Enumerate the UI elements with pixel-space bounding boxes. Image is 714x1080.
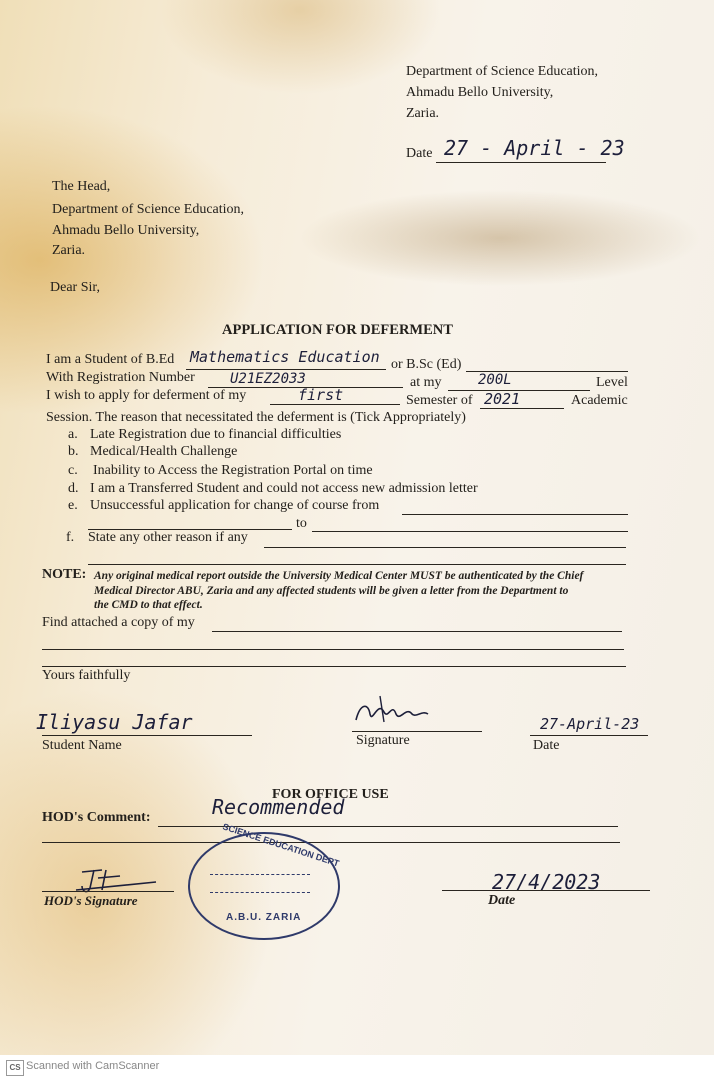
note-line-1: Any original medical report outside the University Medical Center MUST be authenticated by the Chief xyxy=(94,570,584,582)
hod-comment-label: HOD's Comment: xyxy=(42,810,151,825)
salutation: Dear Sir, xyxy=(50,280,100,295)
hod-signature-label: HOD's Signature xyxy=(44,893,138,908)
body-line-1a: I am a Student of B.Ed xyxy=(46,352,175,367)
reason-c-letter: c. xyxy=(68,463,78,478)
to-label: to xyxy=(296,516,307,531)
stamp-bottom-text: A.B.U. ZARIA xyxy=(226,912,302,923)
reason-a-text: Late Registration due to financial difficulties xyxy=(90,427,342,442)
recipient-line-1: The Head, xyxy=(52,179,111,194)
reason-a-letter: a. xyxy=(68,427,78,442)
body-line-2a: With Registration Number xyxy=(46,370,195,385)
sender-address-line-1: Department of Science Education, xyxy=(406,64,599,79)
date-caption-hod: Date xyxy=(488,893,516,908)
department-stamp xyxy=(188,821,341,940)
footer-text: Scanned with CamScanner xyxy=(26,1060,160,1072)
student-name-value: Iliyasu Jafar xyxy=(36,710,193,734)
hod-comment-value: Recommended xyxy=(212,795,345,819)
reason-e-text: Unsuccessful application for change of course from xyxy=(90,498,380,513)
student-date-value: 27-April-23 xyxy=(540,715,640,733)
reason-e-letter: e. xyxy=(68,498,78,513)
sender-address-line-3: Zaria. xyxy=(406,106,440,121)
scanner-footer xyxy=(0,1055,714,1080)
signature-label: Signature xyxy=(356,733,410,748)
reason-f-letter: f. xyxy=(66,530,75,545)
reason-d-letter: d. xyxy=(68,481,79,496)
recipient-line-2: Department of Science Education, xyxy=(52,202,245,217)
year-value: 2021 xyxy=(484,390,521,408)
date-value: 27 - April - 23 xyxy=(444,136,625,160)
body-line-1b: or B.Sc (Ed) xyxy=(391,357,462,372)
recipient-line-4: Zaria. xyxy=(52,243,86,258)
reason-b-letter: b. xyxy=(68,444,79,459)
stamp-top-text: SCIENCE EDUCATION DEPT xyxy=(221,821,341,869)
note-line-2: Medical Director ABU, Zaria and any affected students will be given a letter from the Department to xyxy=(94,585,569,597)
reason-c-text: Inability to Access the Registration Portal on time xyxy=(93,463,373,478)
body-line-3a: I wish to apply for deferment of my xyxy=(46,388,247,403)
office-use-heading: FOR OFFICE USE xyxy=(272,787,389,802)
body-line-3c: Academic xyxy=(571,393,628,408)
camscanner-icon: CS xyxy=(6,1060,24,1076)
body-line-2b: at my xyxy=(410,375,442,390)
student-name-label: Student Name xyxy=(42,738,122,753)
closing: Yours faithfully xyxy=(42,668,131,683)
hod-date-value: 27/4/2023 xyxy=(492,870,601,894)
program-value: Mathematics Education xyxy=(190,348,380,366)
sender-address-line-2: Ahmadu Bello University, xyxy=(406,85,554,100)
registration-number: U21EZ2033 xyxy=(230,371,306,387)
level-value: 200L xyxy=(478,372,512,388)
date-label: Date xyxy=(406,146,433,161)
note-line-3: the CMD to that effect. xyxy=(94,599,203,611)
note-label: NOTE: xyxy=(42,567,87,582)
body-line-4: Session. The reason that necessitated the deferment is (Tick Appropriately) xyxy=(46,410,466,425)
date-caption-student: Date xyxy=(533,738,560,753)
reason-b-text: Medical/Health Challenge xyxy=(90,444,238,459)
attached-label: Find attached a copy of my xyxy=(42,615,195,630)
student-signature xyxy=(350,692,434,732)
body-line-2c: Level xyxy=(596,375,628,390)
reason-d-text: I am a Transferred Student and could not access new admission letter xyxy=(90,481,478,496)
document-title: APPLICATION FOR DEFERMENT xyxy=(222,322,453,338)
reason-f-text: State any other reason if any xyxy=(88,530,248,545)
recipient-line-3: Ahmadu Bello University, xyxy=(52,223,200,238)
body-line-3b: Semester of xyxy=(406,393,473,408)
semester-value: first xyxy=(298,386,344,404)
